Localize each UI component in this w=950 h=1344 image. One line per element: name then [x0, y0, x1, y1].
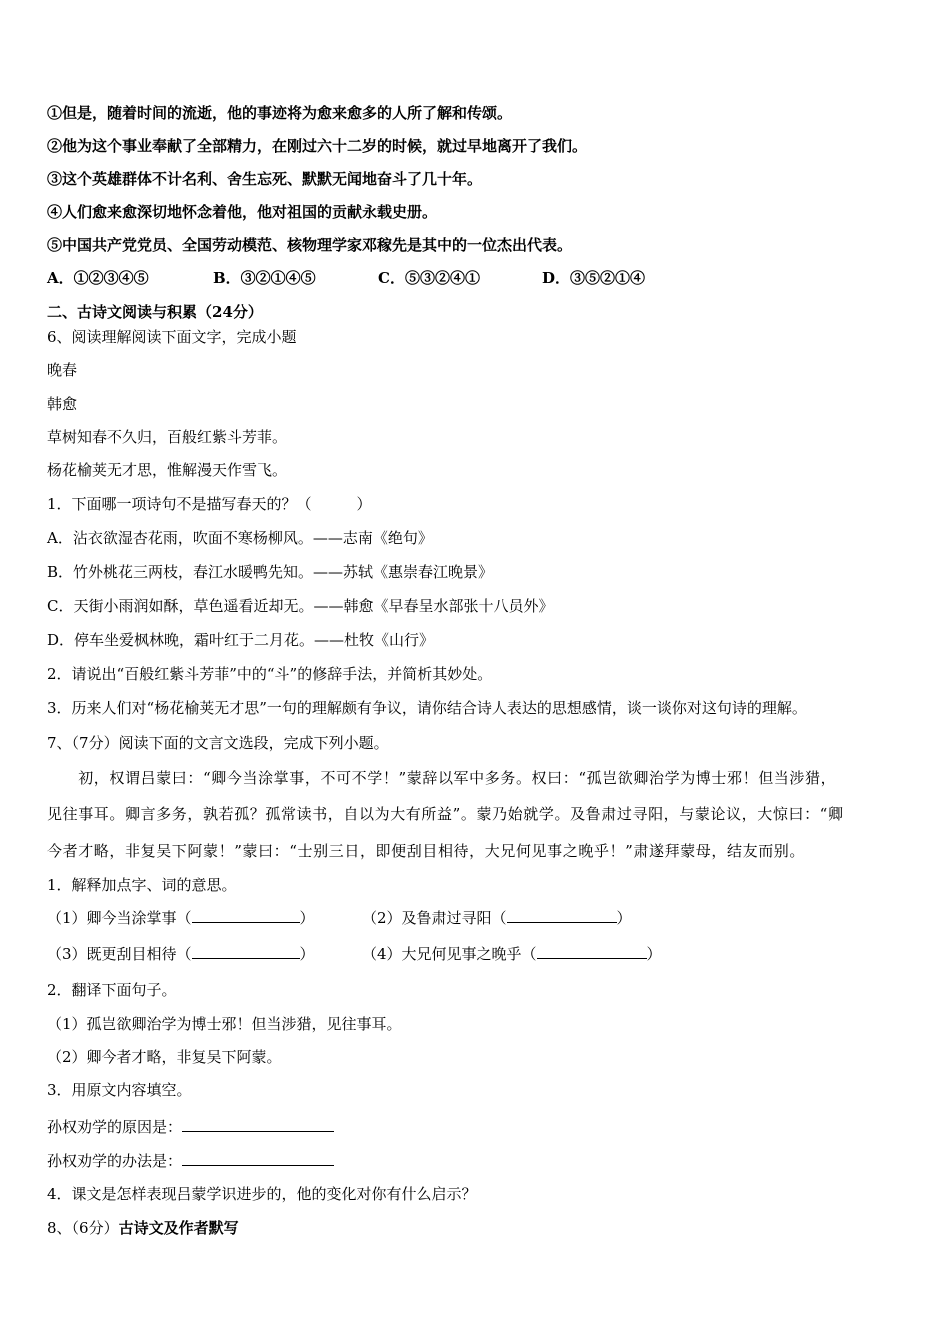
section-2-heading: 二、古诗文阅读与积累（24分） — [47, 303, 263, 321]
q6-poem-title: 晚春 — [47, 361, 78, 379]
q7-sub-question-1: 1．解释加点字、词的意思。 — [47, 876, 237, 894]
q7-fill-1-blank[interactable] — [182, 1117, 334, 1132]
q5-option-d: D．③⑤②①④ — [542, 269, 646, 287]
q6-poem-line-2: 杨花榆荚无才思，惟解漫天作雪飞。 — [47, 461, 288, 479]
q7-stem: 7、（7分）阅读下面的文言文选段，完成下列小题。 — [47, 734, 389, 752]
q7-passage-line-1: 初，权谓吕蒙曰：“卿今当涂掌事，不可不学！”蒙辞以军中多务。权曰：“孤岂欲卿治学为博士邪！但当涉猎， — [47, 769, 837, 787]
q7-passage-line-3: 今者才略，非复吴下阿蒙！”蒙曰：“士别三日，即便刮目相待，大兄何见事之晚乎！”肃遂拜蒙母，结友而别。 — [47, 842, 806, 860]
q7-item-3-close: ） — [299, 945, 315, 963]
q6-option-b: B．竹外桃花三两枝，春江水暖鸭先知。——苏轼《惠崇春江晚景》 — [47, 563, 494, 581]
q7-item-1 — [47, 908, 315, 928]
q6-stem: 6、阅读理解阅读下面文字，完成小题 — [47, 328, 297, 346]
q7-item-3-blank[interactable] — [192, 944, 300, 959]
q7-item-4-blank[interactable] — [537, 944, 647, 959]
q7-fill-2 — [47, 1151, 334, 1171]
q7-fill-2-label: 孙权劝学的办法是： — [47, 1152, 183, 1170]
q8-title: 古诗文及作者默写 — [118, 1219, 239, 1237]
q7-item-4-close: ） — [646, 945, 662, 963]
q7-passage-line-2: 见往事耳。卿言多务，孰若孤？孤常读书，自以为大有所益”。蒙乃始就学。及鲁肃过寻阳，与蒙论议，大惊曰：“卿 — [47, 805, 844, 823]
q6-option-c: C．天街小雨润如酥，草色遥看近却无。——韩愈《早春呈水部张十八员外》 — [47, 597, 554, 615]
q7-sub-question-4: 4．课文是怎样表现吕蒙学识进步的，他的变化对你有什么启示？ — [47, 1185, 477, 1203]
q7-item-4 — [362, 944, 662, 964]
q7-fill-2-blank[interactable] — [182, 1151, 334, 1166]
q5-sentence-4: ④人们愈来愈深切地怀念着他，他对祖国的贡献永载史册。 — [47, 203, 438, 221]
q5-option-a: A．①②③④⑤ — [47, 269, 149, 287]
q6-sub-question-2: 2．请说出“百般红紫斗芳菲”中的“斗”的修辞手法，并简析其妙处。 — [47, 665, 493, 683]
q7-translate-2: （2）卿今者才略，非复吴下阿蒙。 — [47, 1048, 282, 1066]
q5-sentence-3: ③这个英雄群体不计名利、舍生忘死、默默无闻地奋斗了几十年。 — [47, 170, 483, 188]
q7-item-1-label: （1）卿今当涂掌事（ — [47, 909, 192, 927]
q5-option-b: B．③②①④⑤ — [213, 269, 316, 287]
q7-fill-1-label: 孙权劝学的原因是： — [47, 1118, 183, 1136]
q7-sub-question-3: 3．用原文内容填空。 — [47, 1081, 192, 1099]
q5-sentence-5: ⑤中国共产党党员、全国劳动模范、核物理学家邓稼先是其中的一位杰出代表。 — [47, 236, 573, 254]
q8-number: 8、（6分） — [47, 1219, 119, 1237]
q7-item-1-close: ） — [299, 909, 315, 927]
q7-item-1-blank[interactable] — [192, 908, 300, 923]
q6-sub-question-3: 3．历来人们对“杨花榆荚无才思”一句的理解颇有争议，请你结合诗人表达的思想感情，谈一谈你对这句诗的理解。 — [47, 699, 807, 717]
q7-translate-1: （1）孤岂欲卿治学为博士邪！但当涉猎，见往事耳。 — [47, 1015, 402, 1033]
q5-sentence-2: ②他为这个事业奉献了全部精力，在刚过六十二岁的时候，就过早地离开了我们。 — [47, 137, 588, 155]
q7-item-2 — [362, 908, 632, 928]
q7-sub-question-2: 2．翻译下面句子。 — [47, 981, 177, 999]
q6-sub-question-1: 1．下面哪一项诗句不是描写春天的？（ ） — [47, 495, 372, 513]
q7-item-2-blank[interactable] — [507, 908, 617, 923]
q7-item-2-close: ） — [616, 909, 632, 927]
q6-poem-line-1: 草树知春不久归，百般红紫斗芳菲。 — [47, 428, 288, 446]
q7-item-3 — [47, 944, 315, 964]
q6-option-d: D．停车坐爱枫林晚，霜叶红于二月花。——杜牧《山行》 — [47, 631, 435, 649]
q5-sentence-1: ①但是，随着时间的流逝，他的事迹将为愈来愈多的人所了解和传颂。 — [47, 104, 513, 122]
q5-option-c: C．⑤③②④① — [378, 269, 480, 287]
q7-item-2-label: （2）及鲁肃过寻阳（ — [362, 909, 507, 927]
q6-poem-author: 韩愈 — [47, 395, 78, 413]
q7-item-3-label: （3）既更刮目相待（ — [47, 945, 192, 963]
q6-option-a: A．沾衣欲湿杏花雨，吹面不寒杨柳风。——志南《绝句》 — [47, 529, 433, 547]
q8-heading — [47, 1218, 239, 1238]
q7-item-4-label: （4）大兄何见事之晚乎（ — [362, 945, 537, 963]
q7-fill-1 — [47, 1117, 334, 1137]
